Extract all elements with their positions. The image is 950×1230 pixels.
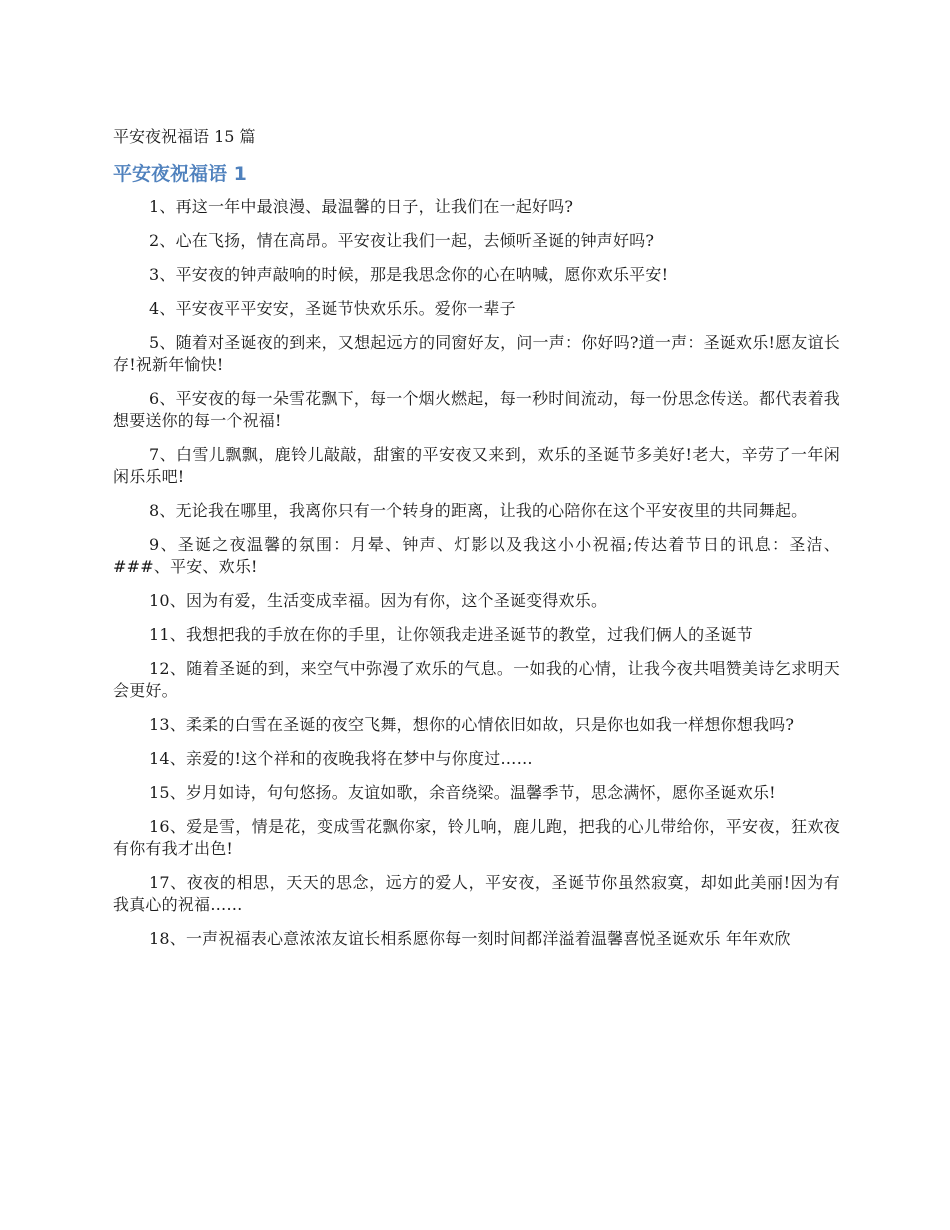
blessing-item: 5、随着对圣诞夜的到来，又想起远方的同窗好友，问一声：你好吗?道一声：圣诞欢乐!愿友谊长存!祝新年愉快! [113, 333, 840, 374]
blessing-item: 9、圣诞之夜温馨的氛围：月晕、钟声、灯影以及我这小小祝福;传达着节日的讯息：圣洁、###、平安、欢乐! [113, 535, 840, 576]
blessing-list [113, 196, 840, 950]
blessing-item: 14、亲爱的!这个祥和的夜晚我将在梦中与你度过…… [149, 749, 533, 768]
document-page [113, 124, 840, 962]
blessing-item: 18、一声祝福表心意浓浓友谊长相系愿你每一刻时间都洋溢着温馨喜悦圣诞欢乐 年年欢欣 [149, 929, 791, 948]
blessing-item: 2、心在飞扬，情在高昂。平安夜让我们一起，去倾听圣诞的钟声好吗? [149, 231, 655, 250]
blessing-item: 12、随着圣诞的到，来空气中弥漫了欢乐的气息。一如我的心情，让我今夜共唱赞美诗乞求明天会更好。 [113, 659, 840, 700]
blessing-item: 4、平安夜平平安安，圣诞节快欢乐乐。爱你一辈子 [149, 299, 516, 318]
blessing-item: 6、平安夜的每一朵雪花飘下，每一个烟火燃起，每一秒时间流动，每一份思念传送。都代表着我想要送你的每一个祝福! [113, 389, 840, 430]
blessing-item: 7、白雪儿飘飘，鹿铃儿敲敲，甜蜜的平安夜又来到，欢乐的圣诞节多美好!老大，辛劳了一年闲闲乐乐吧! [113, 445, 840, 486]
blessing-item: 3、平安夜的钟声敲响的时候，那是我思念你的心在呐喊，愿你欢乐平安! [149, 265, 669, 284]
blessing-item: 10、因为有爱，生活变成幸福。因为有你，这个圣诞变得欢乐。 [149, 591, 608, 610]
blessing-item: 17、夜夜的相思，天天的思念，远方的爱人，平安夜，圣诞节你虽然寂寞，却如此美丽!因为有我真心的祝福…… [113, 873, 840, 914]
blessing-item: 8、无论我在哪里，我离你只有一个转身的距离，让我的心陪你在这个平安夜里的共同舞起。 [149, 501, 808, 520]
blessing-item: 15、岁月如诗，句句悠扬。友谊如歌，余音绕梁。温馨季节，思念满怀，愿你圣诞欢乐! [149, 783, 776, 802]
blessing-item: 1、再这一年中最浪漫、最温馨的日子，让我们在一起好吗? [149, 197, 574, 216]
blessing-item: 13、柔柔的白雪在圣诞的夜空飞舞，想你的心情依旧如故，只是你也如我一样想你想我吗? [149, 715, 795, 734]
document-title: 平安夜祝福语 15 篇 [113, 127, 256, 146]
blessing-item: 16、爱是雪，情是花，变成雪花飘你家，铃儿响，鹿儿跑，把我的心儿带给你，平安夜，狂欢夜有你有我才出色! [113, 817, 840, 858]
blessing-item: 11、我想把我的手放在你的手里，让你领我走进圣诞节的教堂，过我们俩人的圣诞节 [149, 625, 753, 644]
section-heading: 平安夜祝福语 1 [113, 163, 247, 185]
